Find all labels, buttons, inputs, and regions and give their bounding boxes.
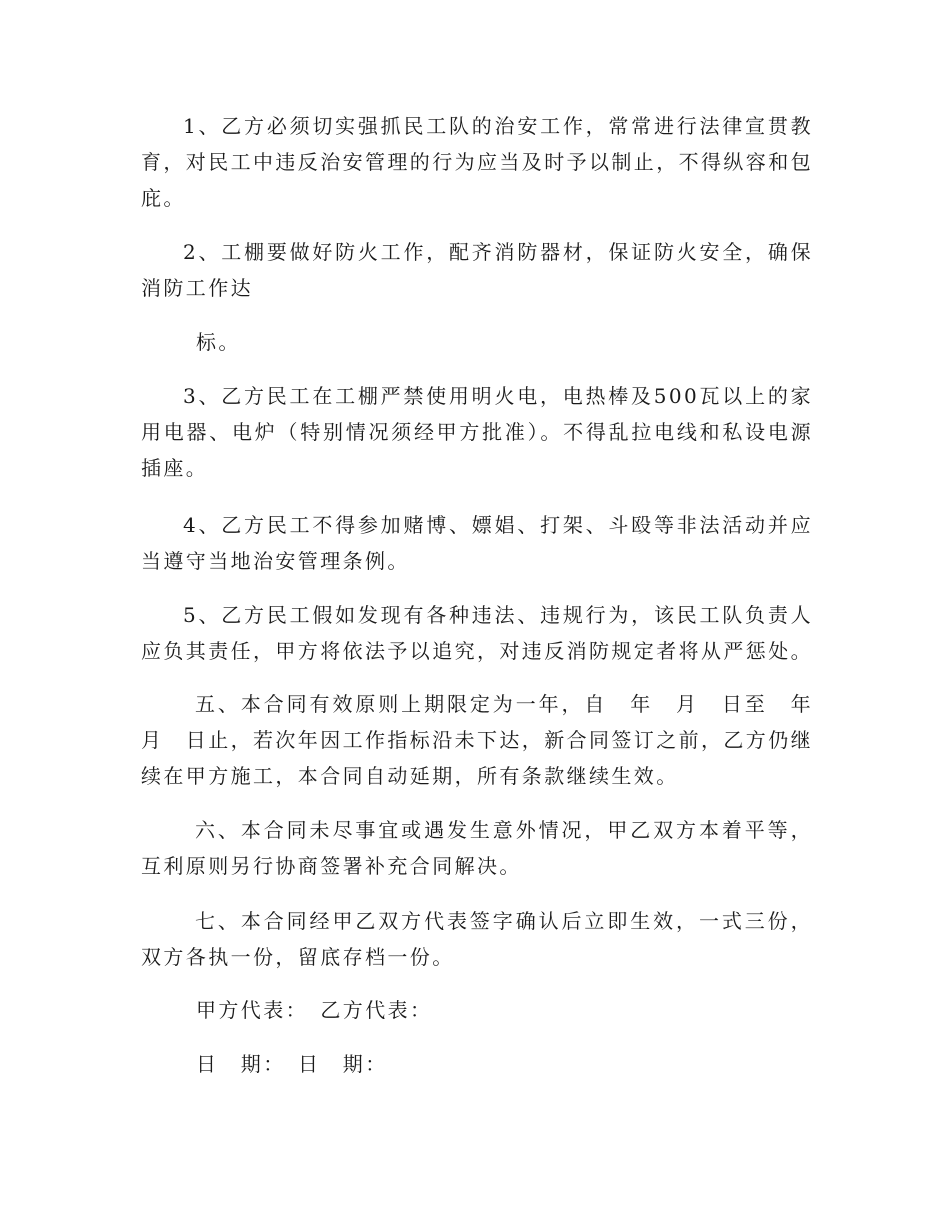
signature-representatives: 甲方代表： 乙方代表：	[196, 998, 433, 1022]
section-6-supplement: 六、本合同未尽事宜或遇发生意外情况，甲乙双方本着平等，互利原则另行协商签署补充合同解决。	[141, 818, 813, 878]
clause-2: 2、工棚要做好防火工作，配齐消防器材，保证防火安全，确保消防工作达	[141, 240, 813, 300]
clause-4: 4、乙方民工不得参加赌博、嫖娼、打架、斗殴等非法活动并应当遵守当地治安管理条例。	[141, 513, 813, 573]
clause-5: 5、乙方民工假如发现有各种违法、违规行为，该民工队负责人应负其责任，甲方将依法予以追究，对违反消防规定者将从严惩处。	[141, 603, 813, 663]
clause-3: 3、乙方民工在工棚严禁使用明火电，电热棒及500瓦以上的家用电器、电炉（特别情况须经甲方批准）。不得乱拉电线和私设电源插座。	[141, 384, 813, 480]
clause-2-continuation: 标。	[196, 330, 241, 354]
section-7-effect: 七、本合同经甲乙双方代表签字确认后立即生效，一式三份，双方各执一份，留底存档一份。	[141, 909, 813, 969]
clause-1: 1、乙方必须切实强抓民工队的治安工作，常常进行法律宣贯教育，对民工中违反治安管理的行为应当及时予以制止，不得纵容和包庇。	[141, 114, 813, 210]
signature-dates: 日 期： 日 期：	[196, 1052, 388, 1076]
section-5-term: 五、本合同有效原则上期限定为一年，自 年 月 日至 年 月 日止，若次年因工作指标沿未下达，新合同签订之前，乙方仍继续在甲方施工，本合同自动延期，所有条款继续生效。	[141, 692, 836, 788]
